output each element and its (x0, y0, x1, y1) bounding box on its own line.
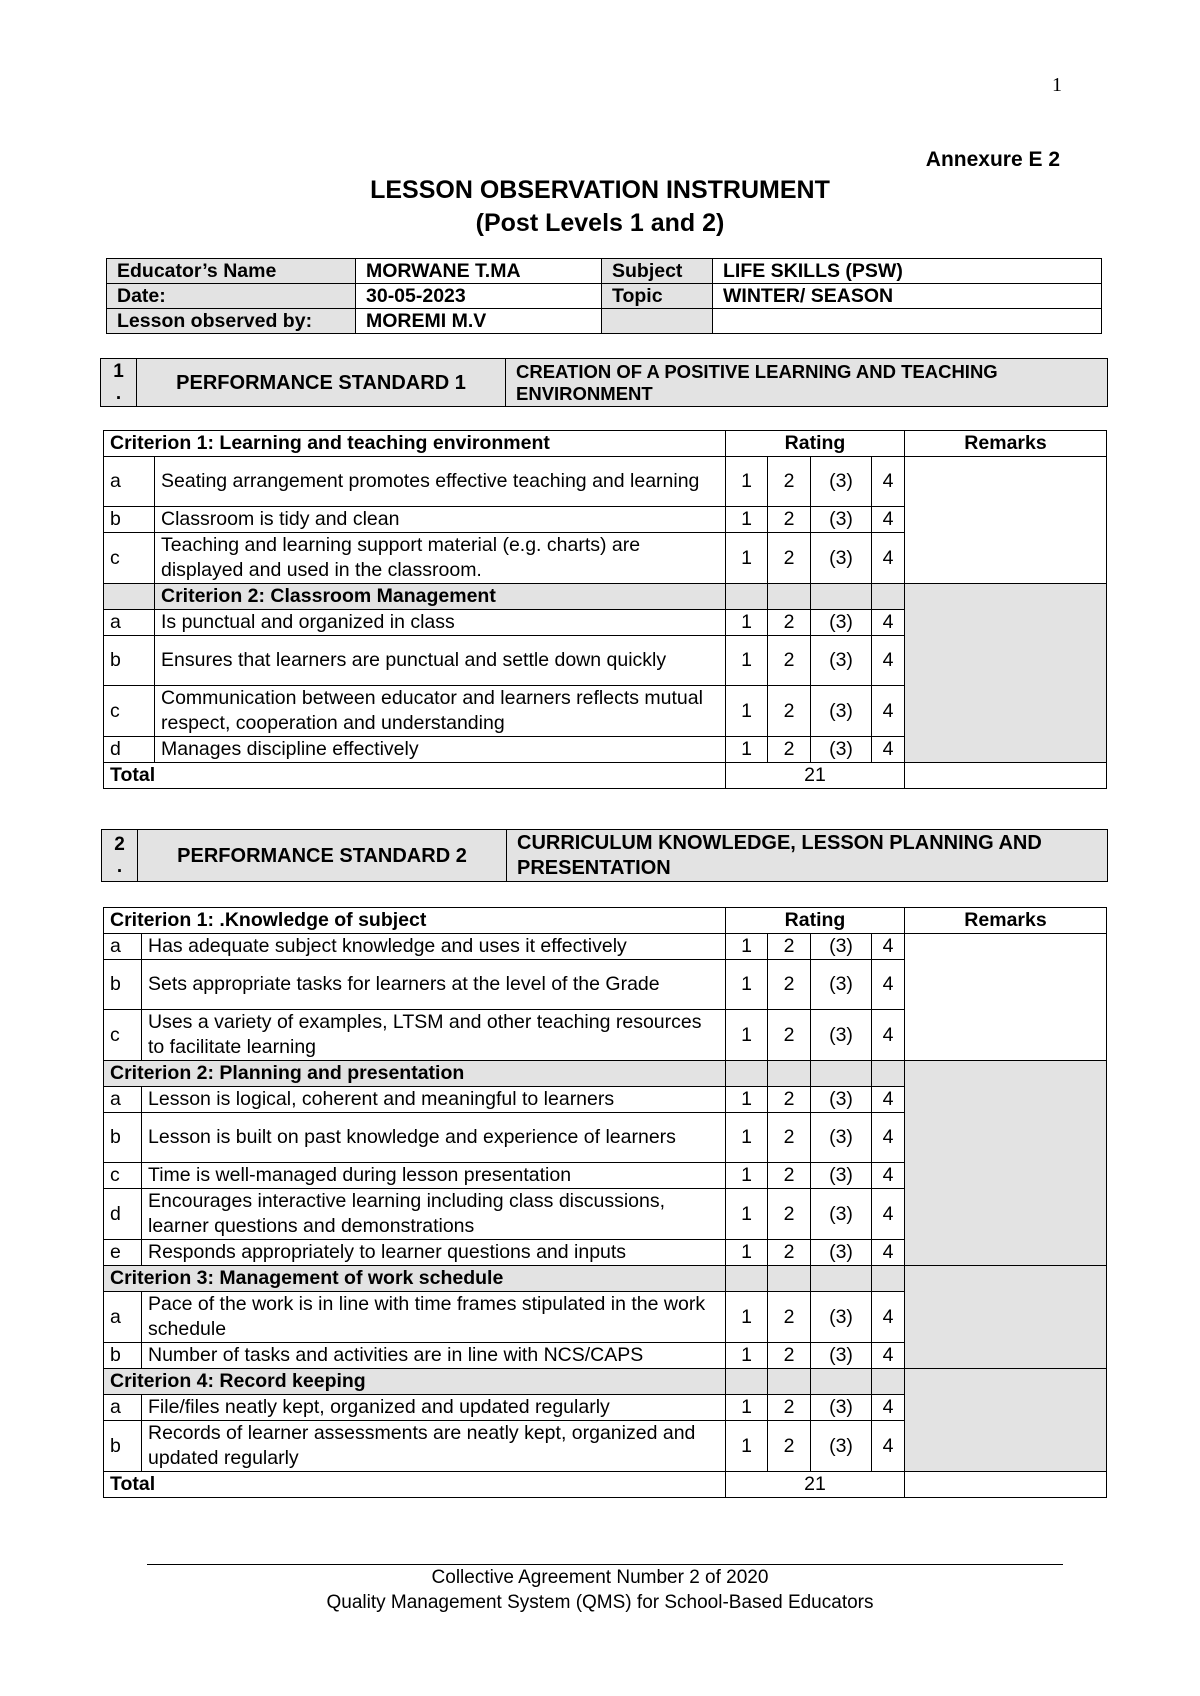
item-letter: c (104, 1010, 142, 1061)
rating-option: 1 (726, 457, 768, 507)
rating-option: 4 (872, 636, 905, 686)
rating-empty-cell (768, 1369, 811, 1395)
item-letter: e (104, 1240, 142, 1266)
item-description: Uses a variety of examples, LTSM and other teaching resources to facilitate learning (142, 1010, 726, 1061)
observer-label: Lesson observed by: (107, 309, 356, 334)
footer-line-2: Quality Management System (QMS) for School-Based Educators (326, 1592, 874, 1613)
rating-option: (3) (811, 457, 872, 507)
item-letter: a (104, 934, 142, 960)
footer-divider (147, 1564, 1063, 1565)
rating-header: Rating (726, 431, 905, 457)
rating-empty-cell (726, 1266, 768, 1292)
info-row (107, 284, 1102, 309)
rating-empty-cell (726, 584, 768, 610)
criterion-subheader-row (104, 584, 1107, 610)
rating-option: 1 (726, 507, 768, 533)
ps-number-digit: 2 (114, 833, 125, 855)
item-description: Has adequate subject knowledge and uses it effectively (142, 934, 726, 960)
rating-option: (3) (811, 737, 872, 763)
rating-option: 4 (872, 1010, 905, 1061)
rating-empty-cell (768, 1061, 811, 1087)
performance-standard-2 (101, 829, 1108, 882)
rating-option: 4 (872, 686, 905, 737)
rating-option: 4 (872, 1292, 905, 1343)
rating-option: 2 (768, 1421, 811, 1472)
performance-standard-1 (100, 358, 1108, 407)
rating-empty-cell (872, 1266, 905, 1292)
rating-option: 2 (768, 1240, 811, 1266)
item-letter: d (104, 737, 155, 763)
item-description: Teaching and learning support material (e.g. charts) are displayed and used in the classroom. (155, 533, 726, 584)
rating-option: 1 (726, 1343, 768, 1369)
rating-option: 1 (726, 1240, 768, 1266)
rating-option: (3) (811, 610, 872, 636)
rating-empty-cell (872, 1061, 905, 1087)
rating-option: 1 (726, 686, 768, 737)
rating-option: 2 (768, 636, 811, 686)
item-letter: b (104, 1113, 142, 1163)
criterion-title: Criterion 1: .Knowledge of subject (104, 908, 726, 934)
rating-option: 4 (872, 1395, 905, 1421)
criterion-title: Criterion 2: Classroom Management (155, 584, 726, 610)
item-description: Encourages interactive learning including class discussions, learner questions and demonstrations (142, 1189, 726, 1240)
item-letter: a (104, 457, 155, 507)
criterion-subheader-row (104, 1266, 1107, 1292)
item-description: Records of learner assessments are neatly kept, organized and updated regularly (142, 1421, 726, 1472)
criterion-title: Criterion 1: Learning and teaching environment (104, 431, 726, 457)
rating-option: 1 (726, 737, 768, 763)
rating-option: 1 (726, 533, 768, 584)
rating-option: 4 (872, 1163, 905, 1189)
rating-option: 2 (768, 1189, 811, 1240)
topic-label: Topic (602, 284, 713, 309)
rating-option: 2 (768, 457, 811, 507)
rating-empty-cell (872, 584, 905, 610)
info-row (107, 309, 1102, 334)
rating-option: 4 (872, 934, 905, 960)
rating-header: Rating (726, 908, 905, 934)
rating-option: 1 (726, 1010, 768, 1061)
rating-option: 2 (768, 686, 811, 737)
rating-empty-cell (811, 1266, 872, 1292)
criterion-header-row (104, 431, 1107, 457)
rating-option: (3) (811, 934, 872, 960)
item-letter: c (104, 1163, 142, 1189)
total-value: 21 (726, 763, 905, 789)
criteria-table-1 (103, 430, 1107, 789)
item-letter: a (104, 610, 155, 636)
rating-option: (3) (811, 1240, 872, 1266)
remarks-cell (905, 1266, 1107, 1369)
rating-option: 1 (726, 610, 768, 636)
item-letter: a (104, 1395, 142, 1421)
rating-option: 1 (726, 1292, 768, 1343)
rating-option: 4 (872, 1113, 905, 1163)
criterion-title: Criterion 4: Record keeping (104, 1369, 726, 1395)
document-subtitle: (Post Levels 1 and 2) (475, 209, 725, 237)
item-description: Ensures that learners are punctual and settle down quickly (155, 636, 726, 686)
ps-number (101, 359, 137, 407)
empty-cell (602, 309, 713, 334)
rating-option: 2 (768, 1010, 811, 1061)
ps-number-dot: . (115, 382, 122, 404)
ps-number-digit: 1 (113, 360, 124, 382)
remarks-cell (905, 934, 1107, 1061)
item-description: Communication between educator and learners reflects mutual respect, cooperation and understanding (155, 686, 726, 737)
criterion-item-row (104, 457, 1107, 507)
item-letter: b (104, 636, 155, 686)
rating-option: (3) (811, 960, 872, 1010)
ps-number-dot: . (116, 855, 123, 877)
rating-option: (3) (811, 533, 872, 584)
item-description: Is punctual and organized in class (155, 610, 726, 636)
ps-description: CURRICULUM KNOWLEDGE, LESSON PLANNING AND PRESENTATION (507, 830, 1108, 882)
rating-option: 2 (768, 610, 811, 636)
item-letter: c (104, 686, 155, 737)
rating-option: (3) (811, 686, 872, 737)
rating-option: (3) (811, 1421, 872, 1472)
item-description: Time is well-managed during lesson presentation (142, 1163, 726, 1189)
rating-option: 4 (872, 1240, 905, 1266)
criterion-title: Criterion 3: Management of work schedule (104, 1266, 726, 1292)
annexure-label: Annexure E 2 (925, 148, 1060, 171)
criterion-letter-empty (104, 584, 155, 610)
rating-option: 2 (768, 1087, 811, 1113)
rating-option: 2 (768, 737, 811, 763)
rating-option: 2 (768, 1395, 811, 1421)
item-letter: a (104, 1292, 142, 1343)
empty-cell (713, 309, 1102, 334)
total-label: Total (104, 1472, 726, 1498)
subject-label: Subject (602, 259, 713, 284)
rating-option: 4 (872, 960, 905, 1010)
rating-option: 4 (872, 1421, 905, 1472)
item-letter: a (104, 1087, 142, 1113)
rating-option: 1 (726, 960, 768, 1010)
ps-description: CREATION OF A POSITIVE LEARNING AND TEACHING ENVIRONMENT (506, 359, 1108, 407)
rating-option: (3) (811, 1087, 872, 1113)
rating-option: (3) (811, 507, 872, 533)
rating-option: 2 (768, 960, 811, 1010)
rating-option: (3) (811, 1010, 872, 1061)
rating-option: 2 (768, 1113, 811, 1163)
criterion-item-row (104, 934, 1107, 960)
remarks-cell (905, 763, 1107, 789)
ps-label: PERFORMANCE STANDARD 1 (137, 359, 506, 407)
rating-option: 4 (872, 507, 905, 533)
rating-option: (3) (811, 1395, 872, 1421)
item-letter: b (104, 960, 142, 1010)
item-description: Classroom is tidy and clean (155, 507, 726, 533)
rating-empty-cell (811, 1061, 872, 1087)
educator-label: Educator’s Name (107, 259, 356, 284)
date-value: 30-05-2023 (356, 284, 602, 309)
remarks-cell (905, 1472, 1107, 1498)
item-description: Sets appropriate tasks for learners at the level of the Grade (142, 960, 726, 1010)
date-label: Date: (107, 284, 356, 309)
rating-empty-cell (768, 1266, 811, 1292)
item-description: File/files neatly kept, organized and updated regularly (142, 1395, 726, 1421)
rating-option: 1 (726, 636, 768, 686)
criterion-title: Criterion 2: Planning and presentation (104, 1061, 726, 1087)
rating-option: 4 (872, 457, 905, 507)
criterion-header-row (104, 908, 1107, 934)
rating-option: 4 (872, 1189, 905, 1240)
rating-empty-cell (726, 1369, 768, 1395)
total-row (104, 1472, 1107, 1498)
info-row (107, 259, 1102, 284)
item-letter: b (104, 1343, 142, 1369)
rating-option: 4 (872, 1343, 905, 1369)
rating-option: 1 (726, 934, 768, 960)
rating-option: 4 (872, 737, 905, 763)
rating-option: 2 (768, 1163, 811, 1189)
rating-option: (3) (811, 1292, 872, 1343)
rating-option: 1 (726, 1163, 768, 1189)
rating-empty-cell (726, 1061, 768, 1087)
rating-option: (3) (811, 1163, 872, 1189)
criterion-subheader-row (104, 1369, 1107, 1395)
rating-option: 4 (872, 533, 905, 584)
remarks-cell (905, 457, 1107, 584)
remarks-cell (905, 584, 1107, 763)
criteria-table-2 (103, 907, 1107, 1498)
item-description: Manages discipline effectively (155, 737, 726, 763)
ps-number (102, 830, 138, 882)
rating-option: 2 (768, 1343, 811, 1369)
item-description: Lesson is logical, coherent and meaningful to learners (142, 1087, 726, 1113)
rating-option: 1 (726, 1395, 768, 1421)
total-row (104, 763, 1107, 789)
total-label: Total (104, 763, 726, 789)
rating-option: (3) (811, 1189, 872, 1240)
item-description: Pace of the work is in line with time frames stipulated in the work schedule (142, 1292, 726, 1343)
item-description: Lesson is built on past knowledge and experience of learners (142, 1113, 726, 1163)
remarks-header: Remarks (905, 908, 1107, 934)
item-letter: d (104, 1189, 142, 1240)
rating-option: 1 (726, 1189, 768, 1240)
remarks-cell (905, 1061, 1107, 1266)
rating-empty-cell (768, 584, 811, 610)
rating-option: 2 (768, 507, 811, 533)
rating-option: 2 (768, 1292, 811, 1343)
item-description: Seating arrangement promotes effective teaching and learning (155, 457, 726, 507)
rating-empty-cell (811, 1369, 872, 1395)
rating-option: 2 (768, 533, 811, 584)
subject-value: LIFE SKILLS (PSW) (713, 259, 1102, 284)
rating-option: (3) (811, 1343, 872, 1369)
remarks-header: Remarks (905, 431, 1107, 457)
educator-value: MORWANE T.MA (356, 259, 602, 284)
ps-label: PERFORMANCE STANDARD 2 (138, 830, 507, 882)
item-letter: c (104, 533, 155, 584)
rating-option: 1 (726, 1113, 768, 1163)
item-description: Number of tasks and activities are in line with NCS/CAPS (142, 1343, 726, 1369)
item-letter: b (104, 1421, 142, 1472)
footer-line-1: Collective Agreement Number 2 of 2020 (431, 1567, 769, 1588)
educator-info-table (106, 258, 1102, 334)
rating-empty-cell (872, 1369, 905, 1395)
remarks-cell (905, 1369, 1107, 1472)
item-letter: b (104, 507, 155, 533)
observer-value: MOREMI M.V (356, 309, 602, 334)
document-title: LESSON OBSERVATION INSTRUMENT (370, 176, 830, 204)
topic-value: WINTER/ SEASON (713, 284, 1102, 309)
rating-option: (3) (811, 1113, 872, 1163)
item-description: Responds appropriately to learner questions and inputs (142, 1240, 726, 1266)
rating-option: 2 (768, 934, 811, 960)
total-value: 21 (726, 1472, 905, 1498)
rating-option: 4 (872, 610, 905, 636)
rating-option: 1 (726, 1421, 768, 1472)
rating-empty-cell (811, 584, 872, 610)
rating-option: 4 (872, 1087, 905, 1113)
rating-option: (3) (811, 636, 872, 686)
criterion-subheader-row (104, 1061, 1107, 1087)
page-number: 1 (1052, 74, 1062, 96)
rating-option: 1 (726, 1087, 768, 1113)
